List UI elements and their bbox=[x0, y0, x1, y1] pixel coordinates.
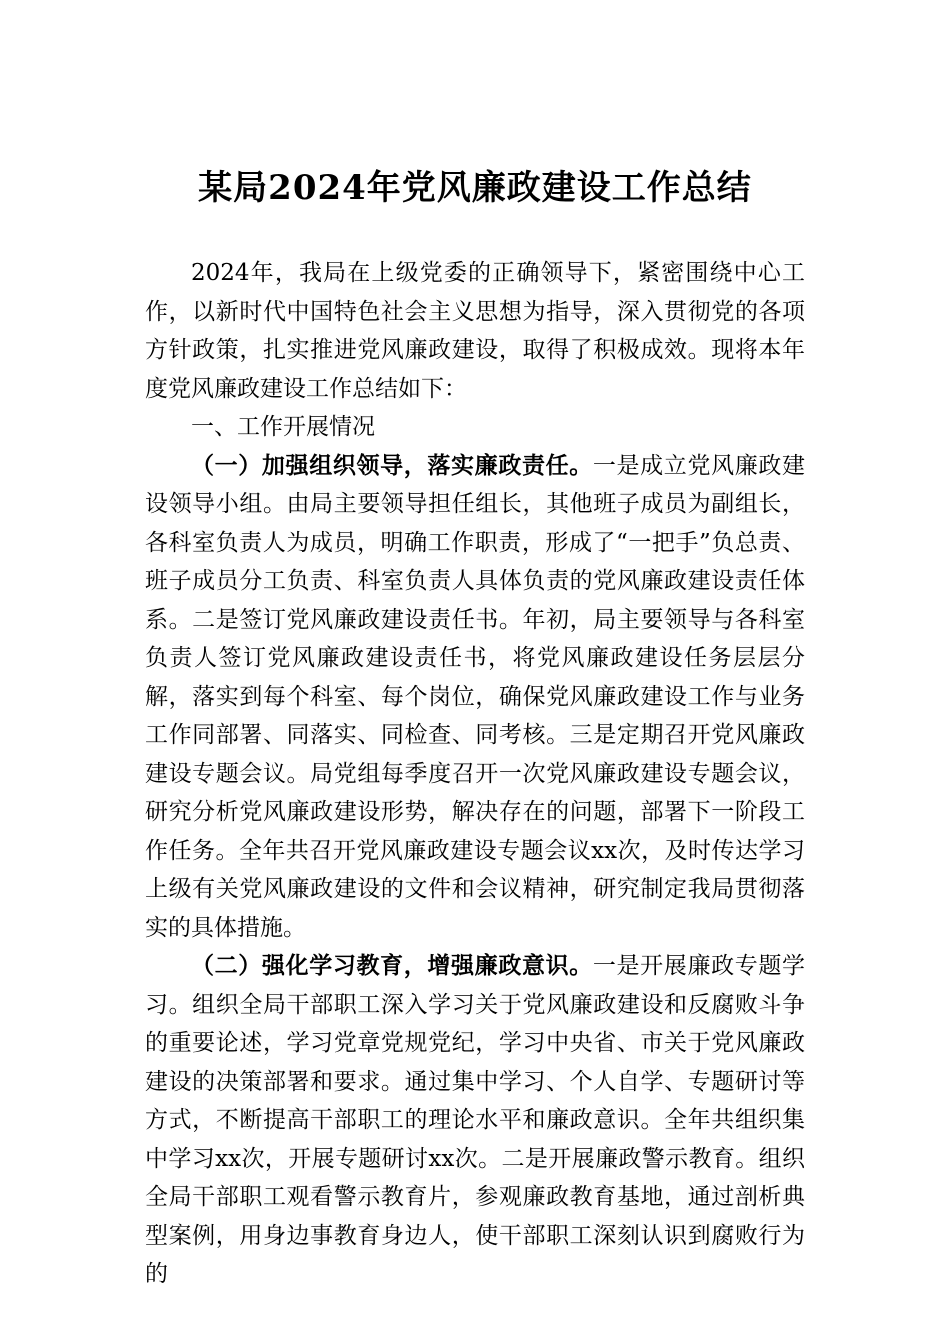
intro-paragraph: 2024年，我局在上级党委的正确领导下，紧密围绕中心工作，以新时代中国特色社会主义思想为指导，深入贯彻党的各项方针政策，扎实推进党风廉政建设，取得了积极成效。现将本年度党风廉政建设工作总结如下： bbox=[145, 260, 805, 402]
subsection-2-paragraph bbox=[145, 947, 805, 1294]
section-heading: 一、工作开展情况 bbox=[191, 414, 375, 440]
subsection-1-paragraph bbox=[145, 447, 805, 948]
subsection-1-text: 一是成立党风廉政建设领导小组。由局主要领导担任组长，其他班子成员为副组长，各科室负责人为成员，明确工作职责，形成了“一把手”负总责、班子成员分工负责、科室负责人具体负责的党风廉政建设责任体系。二是签订党风廉政建设责任书。年初，局主要领导与各科室负责人签订党风廉政建设责任书，将党风廉政建设任务层层分解，落实到每个科室、每个岗位，确保党风廉政建设工作与业务工作同部署、同落实、同检查、同考核。三是定期召开党风廉政建设专题会议。局党组每季度召开一次党风廉政建设专题会议，研究分析党风廉政建设形势，解决存在的问题，部署下一阶段工作任务。全年共召开党风廉政建设专题会议xx次，及时传达学习上级有关党风廉政建设的文件和会议精神，研究制定我局贯彻落实的具体措施。 bbox=[145, 452, 806, 941]
subsection-1-lead: （一）加强组织领导，落实廉政责任。 bbox=[191, 451, 593, 479]
document-title: 某局2024年党风廉政建设工作总结 bbox=[198, 168, 752, 208]
subsection-2-text: 一是开展廉政专题学习。组织全局干部职工深入学习关于党风廉政建设和反腐败斗争的重要论述，学习党章党规党纪，学习中央省、市关于党风廉政建设的决策部署和要求。通过集中学习、个人自学、专题研讨等方式，不断提高干部职工的理论水平和廉政意识。全年共组织集中学习xx次，开展专题研讨xx次。二是开展廉政警示教育。组织全局干部职工观看警示教育片，参观廉政教育基地，通过剖析典型案例，用身边事教育身边人，使干部职工深刻认识到腐败行为的 bbox=[145, 953, 806, 1287]
subsection-2-lead: （二）强化学习教育，增强廉政意识。 bbox=[191, 952, 593, 979]
document-body bbox=[145, 254, 805, 1294]
